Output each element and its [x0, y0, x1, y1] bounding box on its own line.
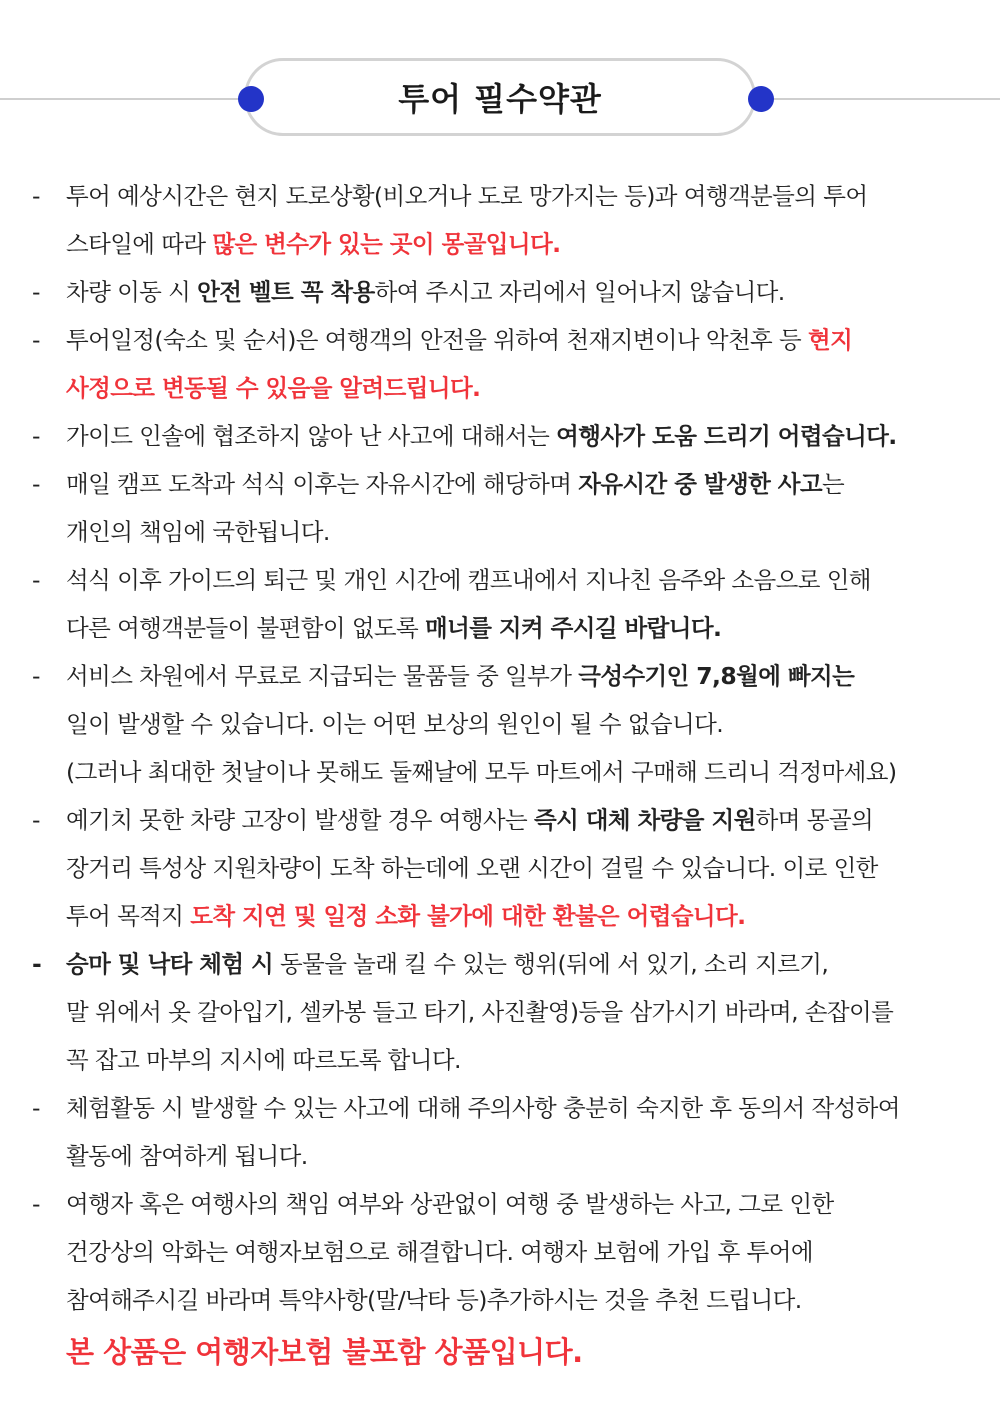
term-text: 석식 이후 가이드의 퇴근 및 개인 시간에 캠프내에서 지나친 음주와 소음으로 인해	[66, 566, 871, 594]
bullet-dash: -	[32, 950, 42, 978]
term-text: 참여해주시길 바라며 특약사항(말/낙타 등)추가하시는 것을 추천 드립니다.	[66, 1286, 802, 1314]
section-header	[0, 0, 1000, 200]
term-item	[0, 460, 1000, 556]
term-line	[66, 172, 980, 220]
bullet-dash: -	[32, 470, 40, 498]
term-text: 서비스 차원에서 무료로 지급되는 물품들 중 일부가	[66, 662, 579, 690]
term-text: 건강상의 악화는 여행자보험으로 해결합니다. 여행자 보험에 가입 후 투어에	[66, 1238, 813, 1266]
term-text: 꼭 잡고 마부의 지시에 따르도록 합니다.	[66, 1046, 461, 1074]
term-text: 스타일에 따라	[66, 230, 213, 258]
term-text: 는	[821, 470, 845, 498]
term-line	[66, 748, 980, 796]
bold-text: 승마 및 낙타 체험 시	[66, 950, 274, 978]
term-line	[66, 1180, 980, 1228]
term-item	[0, 268, 1000, 316]
terms-list	[0, 172, 1000, 1380]
term-line	[66, 1324, 980, 1380]
term-text: 장거리 특성상 지원차량이 도착 하는데에 오랜 시간이 걸릴 수 있습니다. 이로 인한	[66, 854, 878, 882]
term-line	[66, 1228, 980, 1276]
bold-text: 극성수기인 7,8월에 빠지는	[578, 662, 855, 690]
term-text: 투어 목적지	[66, 902, 191, 930]
term-line	[66, 220, 980, 268]
highlight-text: 현지	[808, 326, 853, 354]
bold-text: 여행사가 도움 드리기 어렵습니다.	[556, 422, 897, 450]
dot-left-icon	[238, 86, 264, 112]
highlight-text: 본 상품은 여행자보험 불포함 상품입니다.	[66, 1335, 583, 1369]
term-line	[66, 460, 980, 508]
term-item	[0, 652, 1000, 796]
bullet-dash: -	[32, 566, 40, 594]
bullet-dash: -	[32, 182, 40, 210]
term-text: 여행자 혹은 여행사의 책임 여부와 상관없이 여행 중 발생하는 사고, 그로 인한	[66, 1190, 834, 1218]
term-text: 하며 몽골의	[755, 806, 874, 834]
dot-right-icon	[748, 86, 774, 112]
bullet-dash: -	[32, 1190, 40, 1218]
page-title: 투어 필수약관	[398, 80, 602, 118]
highlight-text: 사정으로 변동될 수 있음을 알려드립니다.	[66, 374, 481, 402]
term-text: 투어 예상시간은 현지 도로상황(비오거나 도로 망가지는 등)과 여행객분들의 투어	[66, 182, 868, 210]
term-item	[0, 412, 1000, 460]
term-text: 활동에 참여하게 됩니다.	[66, 1142, 308, 1170]
bullet-dash: -	[32, 422, 40, 450]
bold-text: 즉시 대체 차량을 지원	[534, 806, 756, 834]
term-text: 하여 주시고 자리에서 일어나지 않습니다.	[374, 278, 785, 306]
bold-text: 안전 벨트 꼭 착용	[197, 278, 375, 306]
bullet-dash: -	[32, 662, 40, 690]
bold-text: 자유시간 중 발생한 사고	[578, 470, 822, 498]
bullet-dash: -	[32, 1094, 40, 1122]
highlight-text: 많은 변수가 있는 곳이 몽골입니다.	[212, 230, 561, 258]
term-text: 체험활동 시 발생할 수 있는 사고에 대해 주의사항 충분히 숙지한 후 동의서 작성하여	[66, 1094, 900, 1122]
term-line	[66, 892, 980, 940]
term-line	[66, 1084, 980, 1132]
term-line	[66, 1132, 980, 1180]
term-text: 말 위에서 옷 갈아입기, 셀카봉 들고 타기, 사진촬영)등을 삼가시기 바라며, 손잡이를	[66, 998, 894, 1026]
term-line	[66, 316, 980, 364]
term-line	[66, 556, 980, 604]
term-text: 예기치 못한 차량 고장이 발생할 경우 여행사는	[66, 806, 535, 834]
term-line	[66, 988, 980, 1036]
term-item	[0, 172, 1000, 268]
term-text: 투어일정(숙소 및 순서)은 여행객의 안전을 위하여 천재지변이나 악천후 등	[66, 326, 808, 354]
term-item	[0, 1180, 1000, 1380]
term-text: 가이드 인솔에 협조하지 않아 난 사고에 대해서는	[66, 422, 557, 450]
term-line	[66, 1276, 980, 1324]
term-line	[66, 364, 980, 412]
term-line	[66, 1036, 980, 1084]
term-item	[0, 940, 1000, 1084]
term-item	[0, 1084, 1000, 1180]
term-text: (그러나 최대한 첫날이나 못해도 둘째날에 모두 마트에서 구매해 드리니 걱정마세요)	[66, 758, 897, 786]
bullet-dash: -	[32, 326, 40, 354]
title-pill	[244, 58, 756, 136]
term-item	[0, 796, 1000, 940]
term-line	[66, 268, 980, 316]
term-item	[0, 316, 1000, 412]
term-line	[66, 652, 980, 700]
term-text: 일이 발생할 수 있습니다. 이는 어떤 보상의 원인이 될 수 없습니다.	[66, 710, 724, 738]
bullet-dash: -	[32, 806, 40, 834]
bullet-dash: -	[32, 278, 40, 306]
header-rule-right	[760, 98, 1000, 100]
term-line	[66, 604, 980, 652]
term-line	[66, 796, 980, 844]
header-rule-left	[0, 98, 250, 100]
term-line	[66, 700, 980, 748]
term-line	[66, 508, 980, 556]
term-text: 동물을 놀래 킬 수 있는 행위(뒤에 서 있기, 소리 지르기,	[273, 950, 829, 978]
term-text: 다른 여행객분들이 불편함이 없도록	[66, 614, 425, 642]
term-line	[66, 412, 980, 460]
term-item	[0, 556, 1000, 652]
term-text: 개인의 책임에 국한됩니다.	[66, 518, 330, 546]
term-line	[66, 940, 980, 988]
term-text: 차량 이동 시	[66, 278, 198, 306]
term-text: 매일 캠프 도착과 석식 이후는 자유시간에 해당하며	[66, 470, 579, 498]
highlight-text: 도착 지연 및 일정 소화 불가에 대한 환불은 어렵습니다.	[190, 902, 746, 930]
term-line	[66, 844, 980, 892]
bold-text: 매너를 지켜 주시길 바랍니다.	[425, 614, 722, 642]
